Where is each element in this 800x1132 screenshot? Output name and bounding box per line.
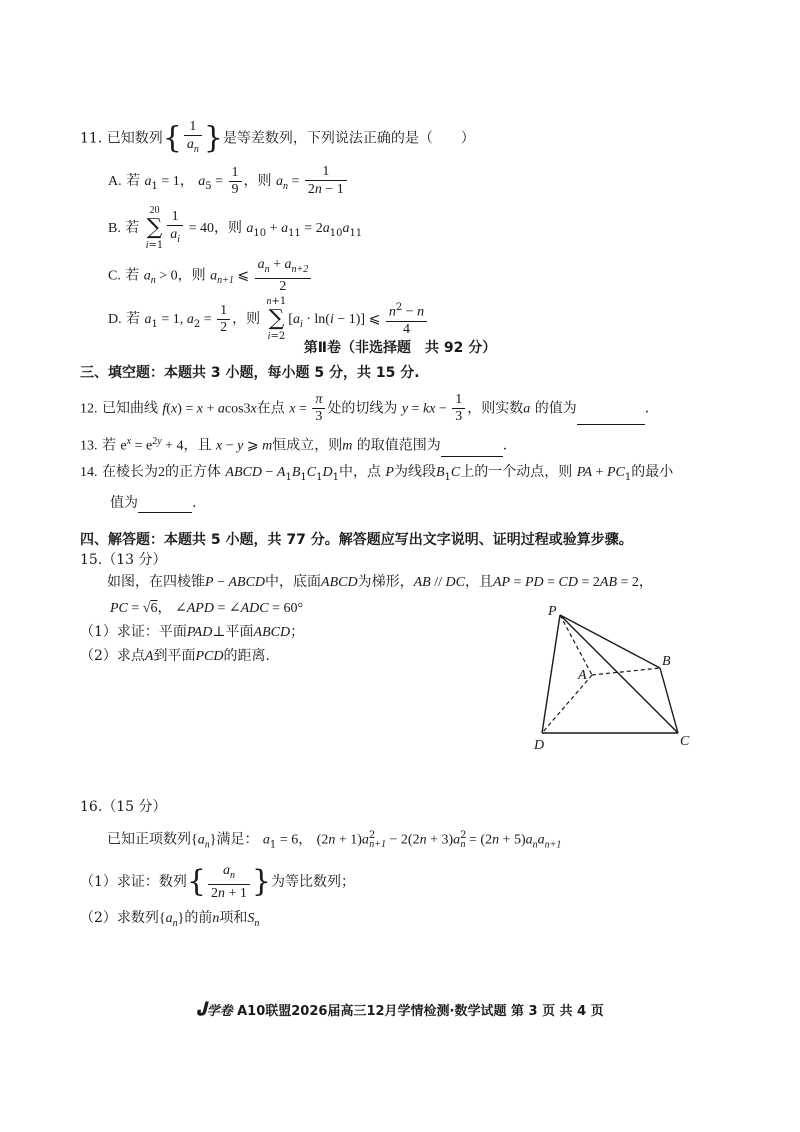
q13-answer-blank[interactable] — [441, 456, 503, 457]
section3-title: 三、填空题：本题共 3 小题，每小题 5 分，共 15 分. — [80, 365, 420, 381]
q12: 12. 已知曲线 f(x) = x + acos3x在点 x = $\frac{\pi}{3}$ 处的切线为 y = kx − $\frac{1}{3}$ ，则实数a 的值为 . — [80, 392, 650, 424]
q12-answer-blank[interactable] — [577, 424, 645, 425]
q15-part2: （2）求点A到平面PCD的距离. — [80, 648, 270, 664]
vertex-label-b: B — [662, 654, 671, 669]
q11-option-c[interactable]: C. 若 $a_n > 0$，则 $a_{n+1}$ ⩽ $\frac{a_n + a_{n+2}}{2}$ — [108, 256, 313, 295]
footer-text: A10联盟2026届高三12月学情检测·数学试题 第 3 页 共 4 页 — [237, 1004, 604, 1019]
q14-line2: 值为 . — [110, 495, 197, 511]
vertex-label-p: P — [548, 604, 557, 619]
q11-stem: 11. 已知数列{ $\frac{1}{a_n}$ }是等差数列，下列说法正确的是（ ） — [80, 119, 475, 156]
q16-part1: （1）求证：数列{ $\frac{a_n}{2n + 1}$ }为等比数列； — [80, 863, 356, 901]
section4-title: 四、解答题：本题共 5 小题，共 77 分。解答题应写出文字说明、证明过程或验算步骤。 — [80, 532, 633, 548]
pyramid-figure — [520, 595, 705, 755]
logo-text: 学卷 — [206, 1004, 233, 1019]
vertex-label-c: C — [680, 734, 690, 749]
q11-option-d[interactable]: D. 若 $a_1 = 1$, $a_2$ = $\frac{1}{2}$ ，则 n+1 ∑ i=2 $[a_i \cdot \ln(i - 1)]$ ⩽ $\frac{n^2 - n}{4}$ — [108, 296, 429, 342]
vertex-label-a: A — [578, 668, 587, 683]
q14-answer-blank[interactable] — [138, 512, 192, 513]
logo-icon: 𝐉 — [196, 999, 207, 1020]
q16-stem: 已知正项数列$\{a_n\}$满足： $a_1 = 6$， $(2n + 1)a^2_{n+1} - 2(2n + 3)a^2_n = (2n + 5)a_na_{n+1}$ — [107, 830, 562, 851]
q11-option-b[interactable]: B. 若 20 ∑ i=1 $\frac{1}{a_i}$ = 40，则 $a_{10} + a_{11} = 2a_{10}a_{11}$ — [108, 205, 363, 251]
q16-part2: （2）求数列$\{a_n\}$的前n项和$S_n$ — [80, 910, 260, 929]
q15-stem-line2: PC = √6， ∠APD = ∠ADC = 60° — [110, 601, 304, 616]
q13: 13. 若 $e^x = e^{2y} + 4$，且 x − y ⩾ m恒成立，则m 的取值范围为 . — [80, 432, 507, 457]
q11-option-a[interactable]: A. 若 $a_1 = 1$， $a_5$ = $\frac{1}{9}$ ，则 $a_n$ = $\frac{1}{2n - 1}$ — [108, 164, 349, 198]
q16-header: 16.（15 分） — [80, 799, 167, 815]
q15-stem-line1: 如图，在四棱锥P − ABCD中，底面ABCD为梯形，AB // DC，且AP = PD = CD = 2AB = 2， — [107, 574, 653, 590]
q14-line1: 14. 在棱长为2的正方体 ABCD − $A_1B_1C_1D_1$中，点 P为线段$B_1C$上的一个动点，则 PA + $PC_1$的最小 — [80, 464, 674, 483]
q15-part1: （1）求证：平面PAD⊥平面ABCD； — [80, 624, 305, 640]
vertex-label-d: D — [534, 738, 545, 753]
part2-title: 第Ⅱ卷（非选择题 共 92 分） — [303, 340, 497, 356]
q15-header: 15.（13 分） — [80, 552, 167, 568]
page-footer — [0, 1000, 800, 1022]
